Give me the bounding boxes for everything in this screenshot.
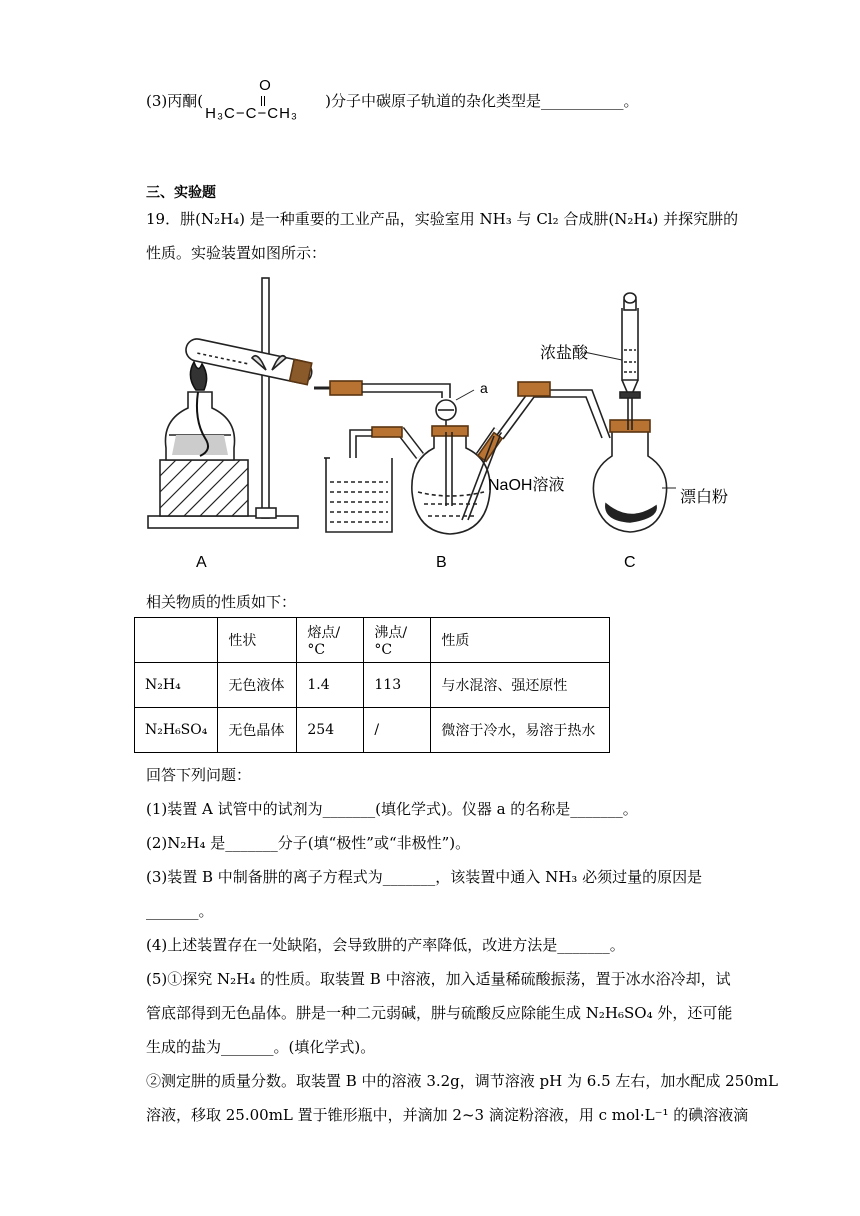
question-5b: 管底部得到无色晶体。肼是一种二元弱碱，肼与硫酸反应除能生成 N₂H₆SO₄ 外，还可能 <box>146 1004 733 1022</box>
table-cell: 1.4 <box>297 663 364 708</box>
label-apparatus-A: A <box>196 554 207 571</box>
label-apparatus-C: C <box>624 554 636 571</box>
table-cell: 无色晶体 <box>218 708 297 753</box>
question-3a: (3)装置 B 中制备肼的离子方程式为_______，该装置中通入 NH₃ 必须过量的原因是 <box>146 868 703 886</box>
q18-3-prefix: (3)丙酮( <box>146 92 204 110</box>
label-bleach-powder: 漂白粉 <box>680 489 729 506</box>
table-header-row <box>135 618 610 663</box>
question-5c: 生成的盐为_______。(填化学式)。 <box>146 1038 376 1056</box>
table-header-cell: 性质 <box>431 618 610 663</box>
table-cell: 微溶于冷水，易溶于热水 <box>431 708 610 753</box>
question-5d: ②测定肼的质量分数。取装置 B 中的溶液 3.2g，调节溶液 pH 为 6.5 左右，加水配成 250mL <box>146 1072 778 1090</box>
table-header-cell <box>135 618 218 663</box>
acetone-chain: H₃C−C−CH₃ <box>205 105 299 122</box>
acetone-oxygen: O <box>259 77 271 94</box>
table-cell: 113 <box>364 663 431 708</box>
table-cell: 无色液体 <box>218 663 297 708</box>
table-row <box>135 663 610 708</box>
table-header-cell: 性状 <box>218 618 297 663</box>
label-apparatus-B: B <box>436 554 447 571</box>
props-intro: 相关物质的性质如下： <box>146 593 297 611</box>
label-conc-hcl: 浓盐酸 <box>540 345 589 362</box>
question-3b: _______。 <box>146 902 214 920</box>
table-row <box>135 708 610 753</box>
table-cell: 254 <box>297 708 364 753</box>
q18-3-suffix: )分子中碳原子轨道的杂化类型是___________。 <box>325 92 639 110</box>
q19-intro-a: 19．肼(N₂H₄) 是一种重要的工业产品，实验室用 NH₃ 与 Cl₂ 合成肼(N₂H₄) 并探究肼的 <box>146 210 739 228</box>
section-title: 三、实验题 <box>146 185 216 201</box>
question-1: (1)装置 A 试管中的试剂为_______(填化学式)。仪器 a 的名称是_______。 <box>146 800 638 818</box>
question-5e: 溶液，移取 25.00mL 置于锥形瓶中，并滴加 2~3 滴淀粉溶液，用 c mol·L⁻¹ 的碘溶液滴 <box>146 1106 749 1124</box>
properties-table <box>134 617 610 753</box>
table-cell: N₂H₆SO₄ <box>135 708 218 753</box>
acetone-formula <box>203 77 325 122</box>
label-naoh-solution: NaOH溶液 <box>488 477 565 494</box>
question-2: (2)N₂H₄ 是_______分子(填“极性”或“非极性”)。 <box>146 834 471 852</box>
table-cell: / <box>364 708 431 753</box>
answer-intro: 回答下列问题： <box>146 766 252 784</box>
q19-intro-b: 性质。实验装置如图所示： <box>146 244 327 262</box>
question-4: (4)上述装置存在一处缺陷，会导致肼的产率降低，改进方法是_______。 <box>146 936 625 954</box>
apparatus-figure <box>0 270 860 590</box>
question-5a: (5)①探究 N₂H₄ 的性质。取装置 B 中溶液，加入适量稀硫酸振荡，置于冰水浴冷却，试 <box>146 970 731 988</box>
table-cell: 与水混溶、强还原性 <box>431 663 610 708</box>
table-cell: N₂H₄ <box>135 663 218 708</box>
q18-3-line <box>146 77 639 122</box>
table-header-cell: 沸点/°C <box>364 618 431 663</box>
table-header-cell: 熔点/°C <box>297 618 364 663</box>
label-instrument-a: a <box>480 380 488 396</box>
